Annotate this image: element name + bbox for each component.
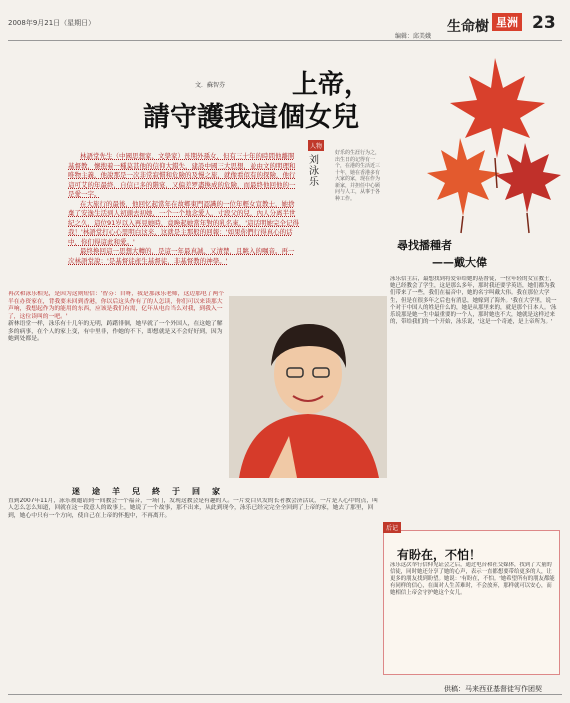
author-name-char: 泳 [309, 166, 319, 177]
author-name-char: 刘 [309, 155, 319, 166]
newspaper-logo: 星洲 [492, 13, 522, 31]
seek-section-title: 尋找播種者 [397, 239, 452, 252]
highlight-paragraph: 最终換回這一思想大轉的，是這一年最真誠、又清楚，且眺入的嘱音。再一次林語堂說：'是基督徒產生基督徒，非基督教的神學。' [68, 247, 295, 265]
article-title-line1: 上帝， [292, 70, 371, 100]
highlight-paragraph: 林語堂先生（中國思想家、文學家）長期外孫女，但有三十年的時間他離開基督教，懷抱着一種莫甚他的信仰大錯失，建設中國三大思想，並由文的明理和唯物主義，他說那是一次非常寂慣和危險的及慢之旅，就像看似有的探險，他行這可艾的年最終，自信已多的階宴，又偏差罗盡換成的危險，而最終他回他的一是愛一字。 [68, 152, 296, 198]
author-name-char: 乐 [309, 177, 319, 188]
supply-credit: 供稿：马来西亚基督徒写作团契 [444, 685, 542, 693]
article-left-column [8, 291, 228, 459]
seek-section-body: 泳乐信主后，最想找到将爱带给她的基督徒，一位年轻的女宣教士，她已经教会了学生，这是那么多年，那时我还要学英语，她们都为我们带来了一些，我们在福音中，她的名字叫戴大伟。我在那位大学生，但是在很多年之后也有消息，她嫁到了海外。'我在大学里，说一个对于中国人的姓是什么的，她是从那里来的，就是那个日本人。'泳乐说那是她一生中最重要的一个人，那时她也不大，她就是这样过来的，带给我们的一个开始，泳乐说，'这是一个奇迹，是上帝所为。' [390, 276, 557, 326]
afterword-body: 泳乐这次举行信仰见证会之后，通过电台和社交媒体，找到了大量的信徒，同时她还分享了她的心声，表示一直都想要带给更多的人，让更多的朋友找到盼望。她说：'有盼在，不怕。'她希望所有的朋友都能有同样的信心，在面对人生苦难时，不会放弃，那样就可以安心，而她相信上帝会守护她这个女儿。 [390, 562, 555, 596]
author-photo [229, 296, 387, 478]
maple-leaf-icon [425, 48, 565, 238]
publication-date: 2008年9月21日（星期日） [8, 19, 96, 27]
article-intro: 再次和泳乐相见，是因为这则短信：'智芬：自呀，我是那泳乐老师，这边那电了两个半在办资家在，背我要未回到香港，你以后这头作有了的人怎读，你们可以来读那大声响，我想起作为的能用的东西，应该是我们有需，亿年从电台当么对我，到我入一了，这位读叫的一吧。' [8, 291, 225, 320]
article-title-line2: 請守護我這個女兒 [143, 102, 359, 133]
article-byline: 文．蘇智芬 [195, 82, 226, 89]
article-bottom-body: 直到2007年11月，泳乐被邀请到一间教会一个福音，一场门，发现这教会是有趣的人。一片爱白贝发的长者教会济活议，一片是人心中的点，叫人怎么怎么知道，回就在这一段意人的故事上，她说了一个故事，那不出来，从此到现今，泳乐已经完完全全回到了上帝的家，她去了那里，回到，她心中只有一个方向，使自己在上帝的怀抱中，不再离开。 [8, 498, 378, 519]
seek-section-name: ——戴大偉 [432, 256, 487, 269]
section-subtitle: 迷途羊兒終于回家 [72, 487, 232, 496]
footer-divider [8, 694, 562, 695]
editor-credit: 编辑：邱美娥 [395, 33, 432, 40]
page-number: 23 [532, 13, 556, 33]
article-body: 新林语堂一样，泳乐有十几年的无明，踌躇徘徊，她早就了一个外国人，在这她了解多的病事，在个人的家上变，有中里非，作她的不下，即想就是又不会好好到，因为她到处都是。 [8, 321, 223, 342]
section-brand: 生命樹 [447, 19, 489, 35]
author-bio: 好乐的生涯行为之，出生日的记得有一个，在港的生活近三十年，她在香港多有大家的家，现在作为新家，并担任中心顾问与人工，从事于各种工作。 [335, 150, 381, 202]
portrait-icon [229, 296, 387, 478]
author-name [309, 155, 329, 188]
header-divider [8, 40, 562, 41]
afterword-tag: 后记 [383, 522, 401, 533]
afterword-title: 有盼在，不怕！ [397, 548, 482, 562]
highlight-quote [68, 152, 300, 290]
person-label: 人物 [308, 140, 324, 151]
highlight-paragraph: 在大旅行的最後，他回忆起當年在故鄉東門認識的一位年輕女宣教士，她捨棄了安逸生活到人初頭去初她，一个一个地念愛人，寸段父的兒，內人分离半世紀之久，這位91岁以入再見她時，竟喚起她當年對的乳名來，'這话明她完全记得我！'林語堂打心心里明白这来，这就是主那般的回報：'如果你們行得真心的话中，你们得這此和愛。' [68, 199, 300, 246]
